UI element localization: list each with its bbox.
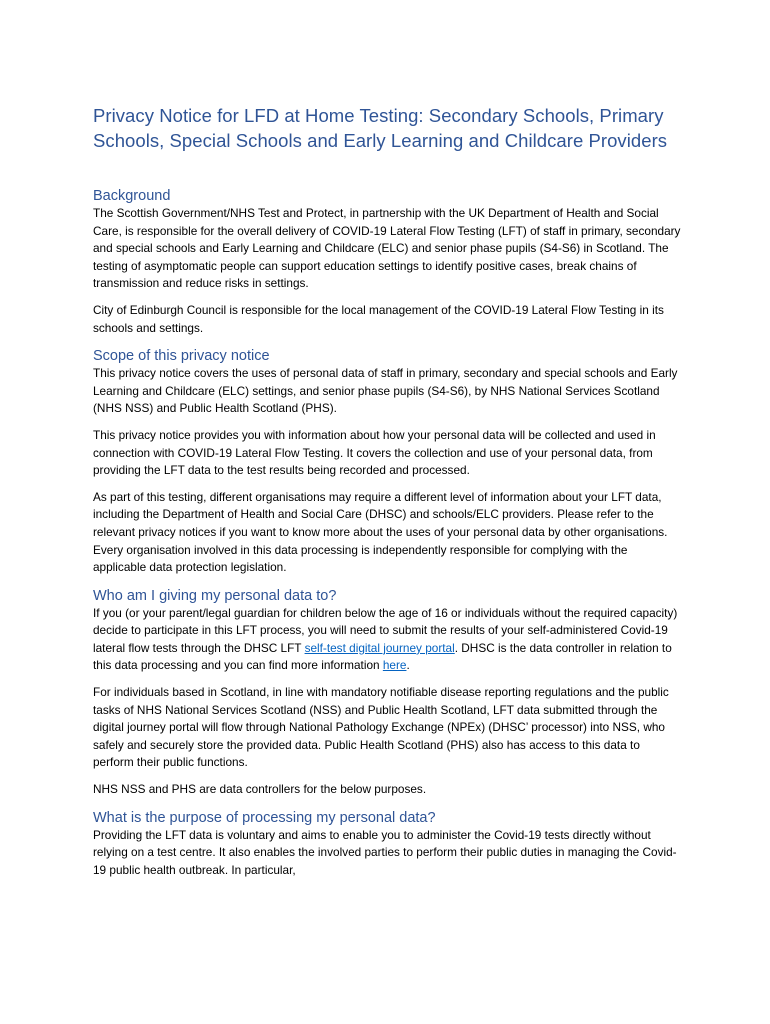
section-heading-scope: Scope of this privacy notice xyxy=(93,348,270,365)
more-information-link[interactable]: here xyxy=(382,658,407,673)
document-page xyxy=(93,103,683,888)
self-test-portal-link[interactable]: self-test digital journey portal xyxy=(304,640,455,655)
section-purpose xyxy=(93,809,683,880)
paragraph: Providing the LFT data is voluntary and aims to enable you to administer the Covid-19 tests directly without relying on a test centre. It also enables the involved parties to perform their public duties in managing the Covid-19 public health outbreak. In particular, xyxy=(93,827,677,877)
paragraph: NHS NSS and PHS are data controllers for the below purposes. xyxy=(93,782,427,797)
paragraph: This privacy notice covers the uses of personal data of staff in primary, secondary and special schools and Early Learning and Childcare (ELC) settings, and senior phase pupils (S4-S6), by NHS National Services Scotland (NHS NSS) and Public Health Scotland (PHS). xyxy=(93,366,678,416)
text-span: . DHSC is the data controller in relation to this data processing and you can find more information xyxy=(93,640,672,673)
text-span: If you (or your parent/legal guardian for children below the age of 16 or individuals without the required capacity) decide to participate in this LFT process, you will need to submit the results of your self-administered Covid-19 lateral flow tests through the DHSC LFT xyxy=(93,605,678,655)
text-span: . xyxy=(406,658,410,673)
paragraph: As part of this testing, different organisations may require a different level of information about your LFT data, including the Department of Health and Social Care (DHSC) and schools/ELC providers. Please refer to the relevant privacy notices if you want to know more about the uses of your personal data by other organisations. Every organisation involved in this data processing is independently responsible for complying with the applicable data protection legislation. xyxy=(93,489,668,575)
section-heading-purpose: What is the purpose of processing my personal data? xyxy=(93,809,436,826)
paragraph: The Scottish Government/NHS Test and Protect, in partnership with the UK Department of Health and Social Care, is responsible for the overall delivery of COVID-19 Lateral Flow Testing (LFT) of staff in primary, secondary and special schools and Early Learning and Childcare (ELC) and senior phase pupils (S4-S6) in Scotland. The testing of asymptomatic people can support education settings to identify positive cases, break chains of transmission and reduce risks in settings. xyxy=(93,206,681,291)
section-heading-who: Who am I giving my personal data to? xyxy=(93,587,337,604)
section-heading-background: Background xyxy=(93,188,171,204)
section-who xyxy=(93,587,683,799)
paragraph: This privacy notice provides you with information about how your personal data will be collected and used in connection with COVID-19 Lateral Flow Testing. It covers the collection and use of your personal data, from providing the LFT data to the test results being recorded and processed. xyxy=(93,427,656,478)
section-background xyxy=(93,187,683,337)
page-title: Privacy Notice for LFD at Home Testing: Secondary Schools, Primary Schools, Special Schools and Early Learning and Childcare Providers xyxy=(93,105,668,151)
paragraph: For individuals based in Scotland, in line with mandatory notifiable disease reporting regulations and the public tasks of NHS National Services Scotland (NSS) and Public Health Scotland, LFT data submitted through the digital journey portal will flow through National Pathology Exchange (NPEx) (DHSC’ processor) into NSS, who safely and securely store the provided data. Public Health Scotland (PHS) also has access to this data to perform their public functions. xyxy=(93,685,669,770)
paragraph xyxy=(93,605,683,675)
section-scope xyxy=(93,347,683,577)
paragraph: City of Edinburgh Council is responsible for the local management of the COVID-19 Lateral Flow Testing in its schools and settings. xyxy=(93,302,664,335)
